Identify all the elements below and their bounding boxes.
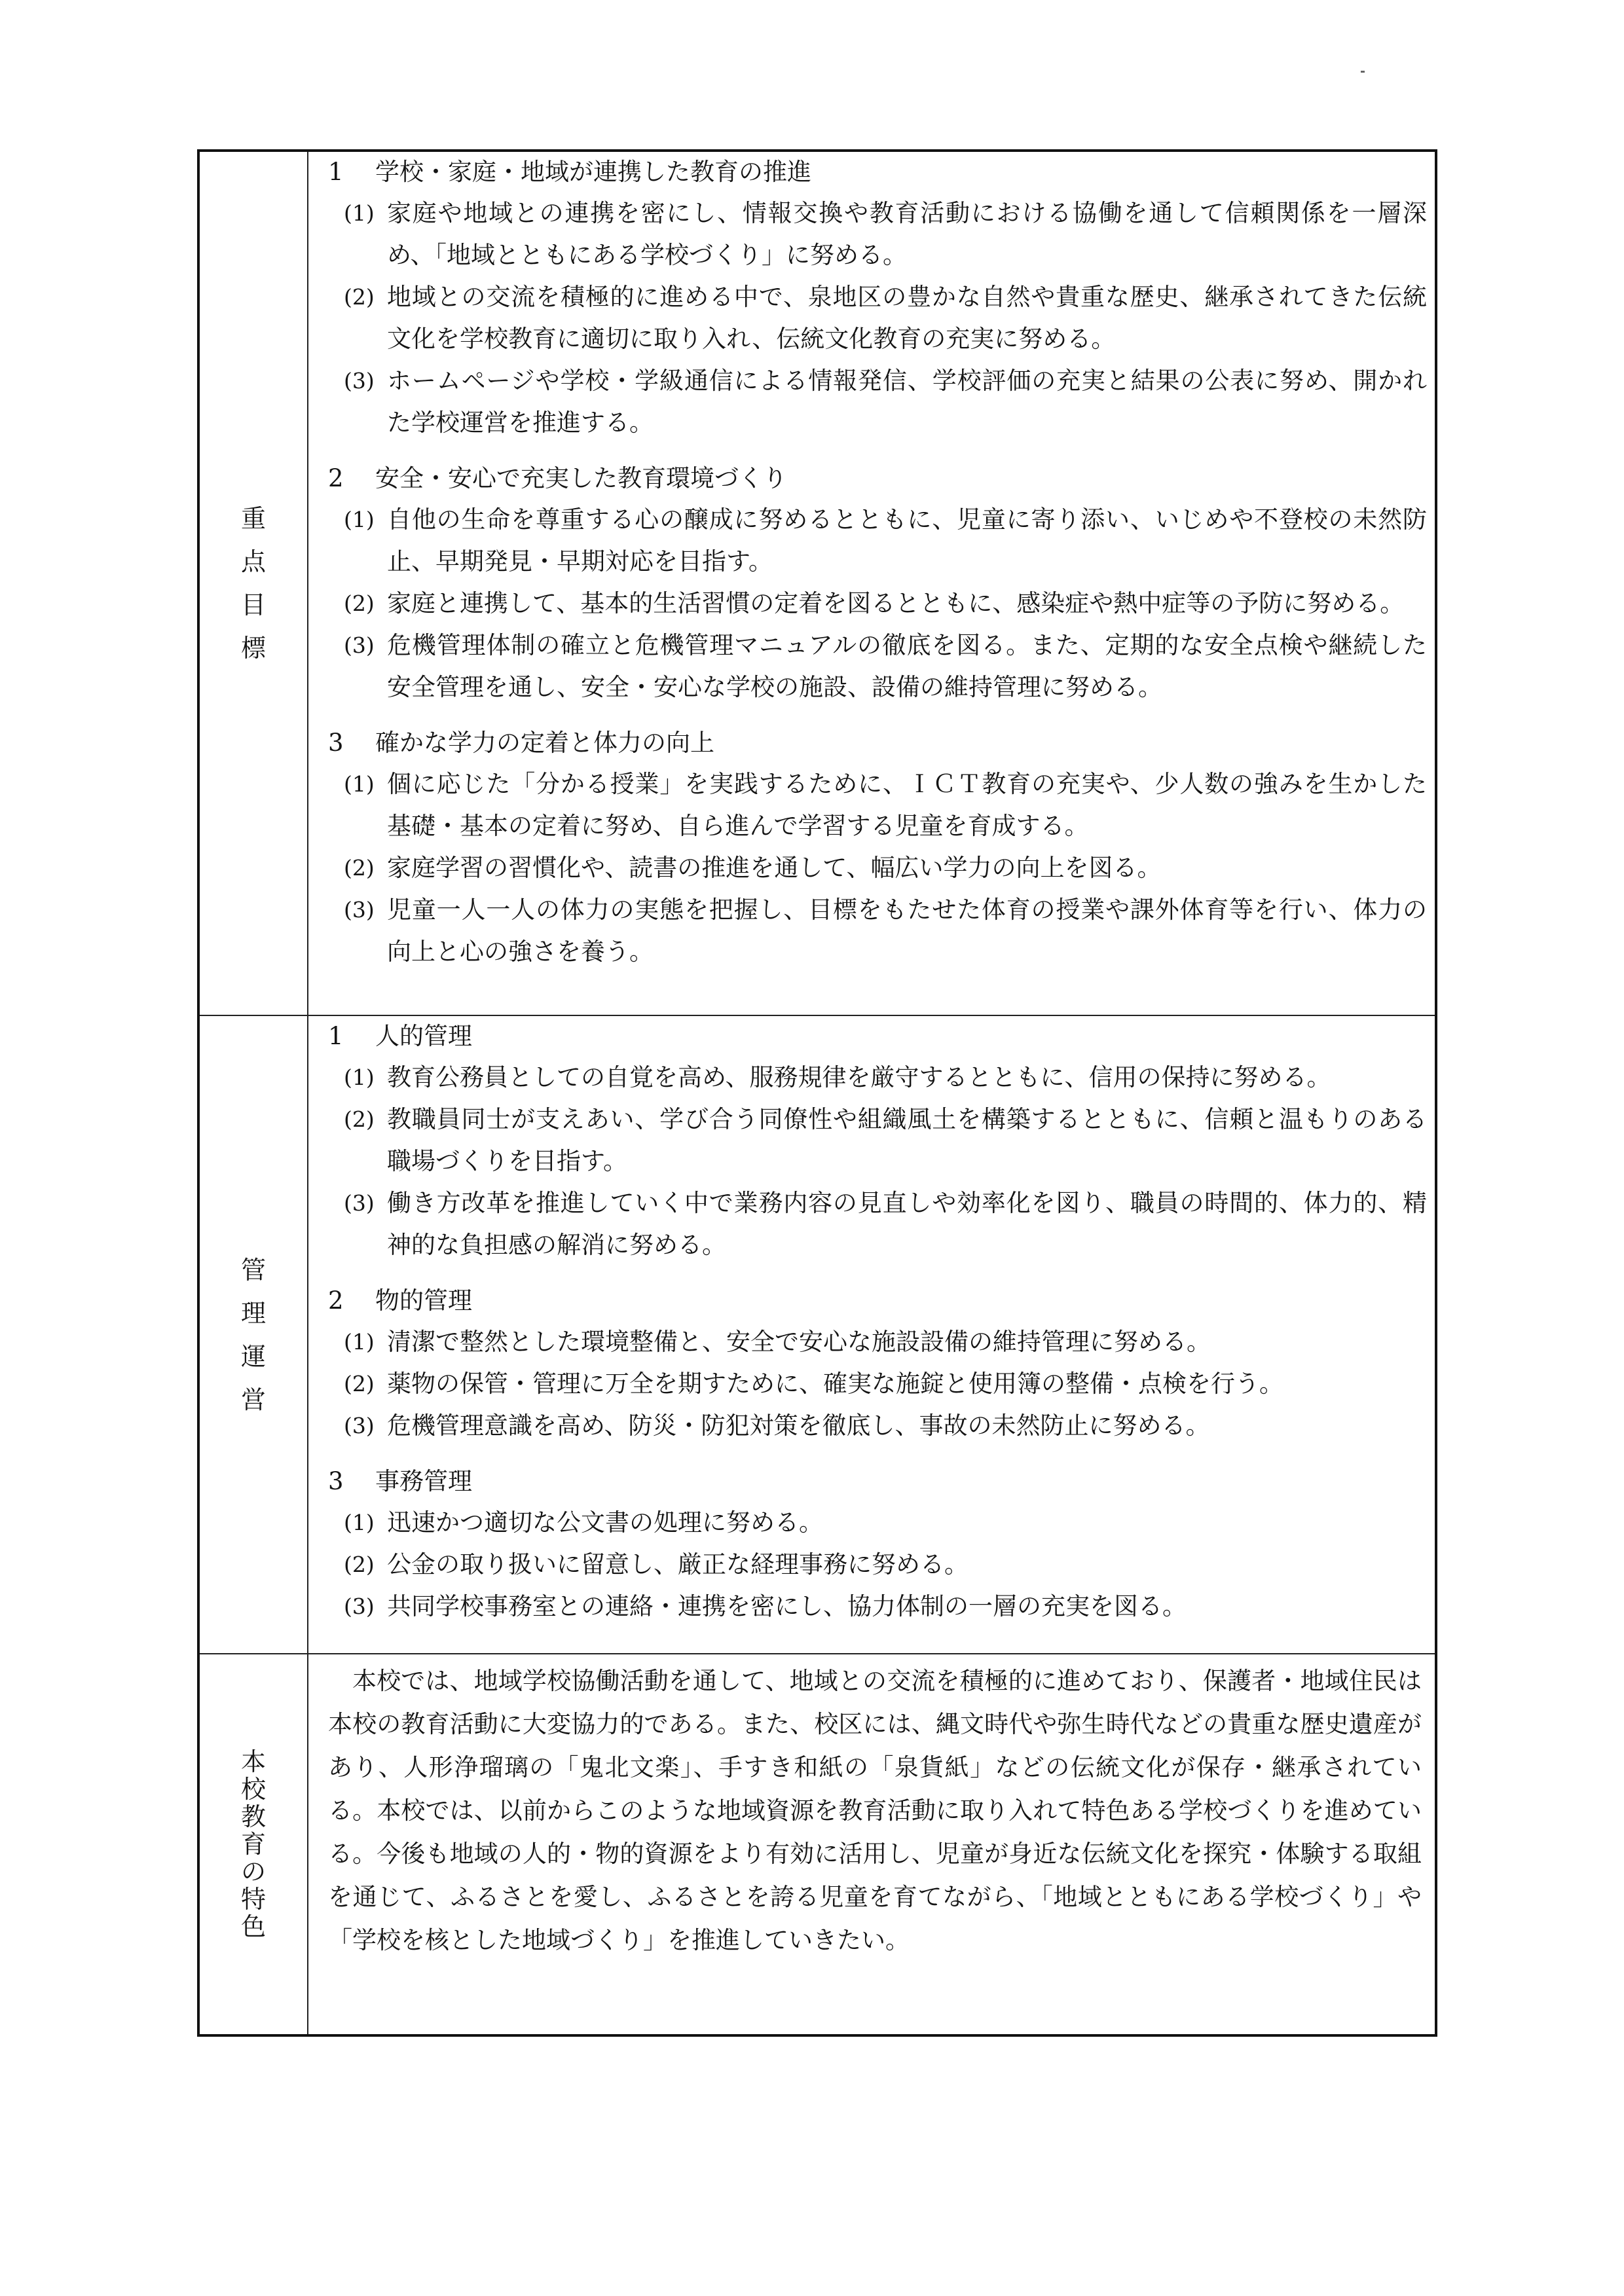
section-content	[308, 1016, 1435, 1653]
list-item	[328, 1321, 1427, 1363]
list-item	[328, 1405, 1427, 1447]
management-group-1	[328, 1016, 1427, 1266]
list-item	[328, 763, 1427, 847]
item-number: (2)	[344, 591, 375, 616]
group-title: 学校・家庭・地域が連携した教育の推進	[375, 158, 811, 186]
group-number: 3	[328, 729, 344, 757]
list-item	[328, 1544, 1427, 1586]
list-item	[328, 499, 1427, 583]
list-item	[328, 625, 1427, 708]
management-group-3	[328, 1461, 1427, 1628]
item-number: (3)	[344, 897, 375, 922]
item-text: 迅速かつ適切な公文書の処理に努める。	[387, 1508, 823, 1537]
item-text: 児童一人一人の体力の実態を把握し、目標をもたせた体育の授業や課外体育等を行い、体力の向上と心の強さを養う。	[387, 896, 1427, 966]
item-text: 薬物の保管・管理に万全を期すために、確実な施錠と使用簿の整備・点検を行う。	[387, 1370, 1283, 1398]
item-number: (1)	[344, 1329, 375, 1355]
list-item	[328, 1182, 1427, 1266]
list-item	[328, 360, 1427, 444]
item-text: 地域との交流を積極的に進める中で、泉地区の豊かな自然や貴重な歴史、継承されてきた伝統文化を学校教育に適切に取り入れ、伝統文化教育の充実に努める。	[387, 283, 1427, 353]
item-number: (3)	[344, 368, 375, 393]
group-heading	[328, 458, 1427, 499]
list-item	[328, 276, 1427, 360]
section-management	[200, 1016, 1435, 1654]
item-text: 個に応じた「分かる授業」を実践するために、ＩＣＴ教育の充実や、少人数の強みを生かした基礎・基本の定着に努め、自ら進んで学習する児童を育成する。	[387, 770, 1427, 840]
group-heading	[328, 1016, 1427, 1057]
goal-group-2	[328, 458, 1427, 708]
list-item	[328, 1057, 1427, 1099]
item-text: 自他の生命を尊重する心の醸成に努めるとともに、児童に寄り添い、いじめや不登校の未然防止、早期発見・早期対応を目指す。	[387, 505, 1427, 575]
list-item	[328, 889, 1427, 973]
list-item	[328, 1099, 1427, 1182]
item-text: 共同学校事務室との連絡・連携を密にし、協力体制の一層の充実を図る。	[387, 1592, 1187, 1620]
item-number: (2)	[344, 284, 375, 310]
item-text: ホームページや学校・学級通信による情報発信、学校評価の充実と結果の公表に努め、開かれた学校運営を推進する。	[387, 367, 1427, 437]
item-text: 清潔で整然とした環境整備と、安全で安心な施設設備の維持管理に努める。	[387, 1328, 1211, 1356]
item-text: 教職員同士が支えあい、学び合う同僚性や組織風土を構築するとともに、信頼と温もりのある職場づくりを目指す。	[387, 1105, 1427, 1175]
group-number: 1	[328, 158, 344, 186]
item-number: (2)	[344, 1106, 375, 1132]
item-number: (1)	[344, 200, 375, 226]
group-heading	[328, 723, 1427, 763]
group-title: 人的管理	[375, 1022, 472, 1050]
item-number: (1)	[344, 1510, 375, 1535]
item-text: 危機管理意識を高め、防災・防犯対策を徹底し、事故の未然防止に努める。	[387, 1412, 1210, 1440]
goal-group-3	[328, 723, 1427, 973]
group-heading	[328, 152, 1427, 192]
section-label-management: 管 理 運 営	[240, 1255, 266, 1414]
item-number: (1)	[344, 507, 375, 532]
group-number: 2	[328, 464, 344, 492]
item-number: (3)	[344, 1190, 375, 1216]
scan-speck	[1361, 71, 1365, 73]
item-number: (2)	[344, 1552, 375, 1577]
group-number: 1	[328, 1022, 344, 1050]
item-number: (1)	[344, 1065, 375, 1090]
features-paragraph: 本校では、地域学校協働活動を通して、地域との交流を積極的に進めており、保護者・地域住民は本校の教育活動に大変協力的である。また、校区には、縄文時代や弥生時代などの貴重な歴史遺産があり、人形浄瑠璃の「鬼北文楽」、手すき和紙の「泉貨紙」などの伝統文化が保存・継承されている。本校では、以前からこのような地域資源を教育活動に取り入れて特色ある学校づくりを進めている。今後も地域の人的・物的資源をより有効に活用し、児童が身近な伝統文化を探究・体験する取組を通じて、ふるさとを愛し、ふるさとを誇る児童を育てながら、「地域とともにある学校づくり」や「学校を核とした地域づくり」を推進していきたい。	[328, 1667, 1422, 1954]
item-number: (1)	[344, 771, 375, 797]
item-number: (3)	[344, 1594, 375, 1619]
item-number: (2)	[344, 855, 375, 881]
management-group-2	[328, 1281, 1427, 1447]
list-item	[328, 1363, 1427, 1405]
group-number: 3	[328, 1467, 344, 1495]
group-title: 事務管理	[375, 1467, 472, 1495]
item-text: 公金の取り扱いに留意し、厳正な経理事務に努める。	[387, 1550, 969, 1578]
group-title: 安全・安心で充実した教育環境づくり	[375, 464, 787, 492]
section-label-cell	[200, 152, 308, 1015]
item-number: (2)	[344, 1371, 375, 1396]
group-title: 物的管理	[375, 1286, 472, 1315]
section-content	[308, 152, 1435, 1015]
section-label-key-goals: 重 点 目 標	[240, 504, 266, 663]
group-title: 確かな学力の定着と体力の向上	[375, 729, 714, 757]
school-plan-table	[197, 149, 1437, 2037]
item-text: 家庭と連携して、基本的生活習慣の定着を図るとともに、感染症や熱中症等の予防に努める。	[387, 589, 1405, 617]
section-label-cell	[200, 1016, 308, 1653]
list-item	[328, 1502, 1427, 1544]
section-school-features	[200, 1654, 1435, 2034]
item-text: 家庭や地域との連携を密にし、情報交換や教育活動における協働を通して信頼関係を一層深め、「地域とともにある学校づくり」に努める。	[387, 199, 1427, 269]
goal-group-1	[328, 152, 1427, 444]
list-item	[328, 192, 1427, 276]
list-item	[328, 583, 1427, 625]
section-label-school-features: 本 校 教 育 の 特 色	[240, 1747, 266, 1941]
item-text: 危機管理体制の確立と危機管理マニュアルの徹底を図る。また、定期的な安全点検や継続した安全管理を通し、安全・安心な学校の施設、設備の維持管理に努める。	[387, 631, 1427, 701]
group-heading	[328, 1461, 1427, 1502]
item-number: (3)	[344, 1413, 375, 1438]
item-text: 働き方改革を推進していく中で業務内容の見直しや効率化を図り、職員の時間的、体力的、精神的な負担感の解消に努める。	[387, 1189, 1427, 1259]
item-number: (3)	[344, 632, 375, 658]
section-content	[308, 1654, 1435, 2034]
item-text: 家庭学習の習慣化や、読書の推進を通して、幅広い学力の向上を図る。	[387, 854, 1162, 882]
list-item	[328, 847, 1427, 889]
item-text: 教育公務員としての自覚を高め、服務規律を厳守するとともに、信用の保持に努める。	[387, 1063, 1331, 1091]
group-number: 2	[328, 1286, 344, 1315]
group-heading	[328, 1281, 1427, 1321]
section-label-cell	[200, 1654, 308, 2034]
list-item	[328, 1586, 1427, 1628]
section-key-goals	[200, 152, 1435, 1016]
